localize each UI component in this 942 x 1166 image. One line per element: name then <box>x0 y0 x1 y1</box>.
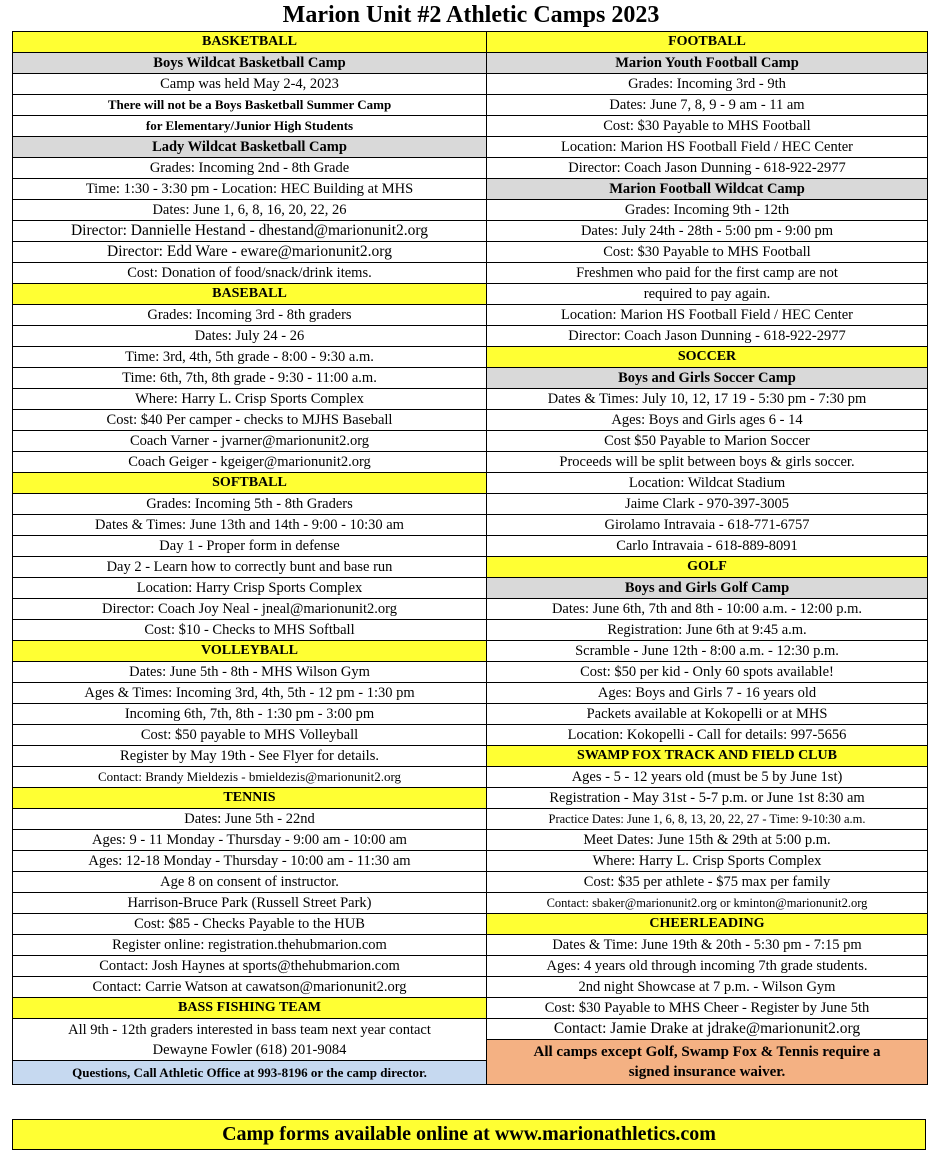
text-row: Dates: July 24th - 28th - 5:00 pm - 9:00 pm <box>487 221 927 242</box>
text-row: Grades: Incoming 3rd - 9th <box>487 74 927 95</box>
left-column <box>12 31 487 1085</box>
text-row: Grades: Incoming 3rd - 8th graders <box>13 305 486 326</box>
text-row: Director: Coach Jason Dunning - 618-922-2977 <box>487 326 927 347</box>
section-header-swamp-fox: SWAMP FOX TRACK AND FIELD CLUB <box>487 746 927 767</box>
text-row: Director: Coach Jason Dunning - 618-922-2977 <box>487 158 927 179</box>
text-row: Age 8 on consent of instructor. <box>13 872 486 893</box>
camp-title-soccer: Boys and Girls Soccer Camp <box>487 368 927 389</box>
text-row: Jaime Clark - 970-397-3005 <box>487 494 927 515</box>
text-row: Location: Marion HS Football Field / HEC Center <box>487 137 927 158</box>
text-row: Practice Dates: June 1, 6, 8, 13, 20, 22, 27 - Time: 9-10:30 a.m. <box>487 809 927 830</box>
camp-title-golf: Boys and Girls Golf Camp <box>487 578 927 599</box>
text-row: Cost: $10 - Checks to MHS Softball <box>13 620 486 641</box>
text-row: Cost: $30 Payable to MHS Football <box>487 116 927 137</box>
text-row: Dates: July 24 - 26 <box>13 326 486 347</box>
section-header-football: FOOTBALL <box>487 32 927 53</box>
text-row: Location: Kokopelli - Call for details: 997-5656 <box>487 725 927 746</box>
questions-note: Questions, Call Athletic Office at 993-8196 or the camp director. <box>13 1061 486 1085</box>
text-row: Cost: $40 Per camper - checks to MJHS Baseball <box>13 410 486 431</box>
text-row: Ages: Boys and Girls ages 6 - 14 <box>487 410 927 431</box>
bass-contact-block <box>13 1019 486 1061</box>
text-row: Dates: June 5th - 8th - MHS Wilson Gym <box>13 662 486 683</box>
text-row: Incoming 6th, 7th, 8th - 1:30 pm - 3:00 pm <box>13 704 486 725</box>
text-row: Dates: June 1, 6, 8, 16, 20, 22, 26 <box>13 200 486 221</box>
text-line: signed insurance waiver. <box>628 1064 786 1080</box>
text-row: Time: 3rd, 4th, 5th grade - 8:00 - 9:30 a.m. <box>13 347 486 368</box>
text-row: Ages: Boys and Girls 7 - 16 years old <box>487 683 927 704</box>
camp-title-lady-basketball: Lady Wildcat Basketball Camp <box>13 137 486 158</box>
text-row: Day 2 - Learn how to correctly bunt and base run <box>13 557 486 578</box>
text-row: Cost $50 Payable to Marion Soccer <box>487 431 927 452</box>
text-row: Registration: June 6th at 9:45 a.m. <box>487 620 927 641</box>
text-row: Contact: Jamie Drake at jdrake@marionunit2.org <box>487 1019 927 1040</box>
text-row: Girolamo Intravaia - 618-771-6757 <box>487 515 927 536</box>
section-header-softball: SOFTBALL <box>13 473 486 494</box>
text-row: Contact: Brandy Mieldezis - bmieldezis@marionunit2.org <box>13 767 486 788</box>
section-header-cheerleading: CHEERLEADING <box>487 914 927 935</box>
text-row: Coach Geiger - kgeiger@marionunit2.org <box>13 452 486 473</box>
text-row: Dates: June 6th, 7th and 8th - 10:00 a.m. - 12:00 p.m. <box>487 599 927 620</box>
footer-banner: Camp forms available online at www.marionathletics.com <box>12 1119 926 1150</box>
section-header-tennis: TENNIS <box>13 788 486 809</box>
text-row: 2nd night Showcase at 7 p.m. - Wilson Gym <box>487 977 927 998</box>
text-row: Day 1 - Proper form in defense <box>13 536 486 557</box>
section-header-baseball: BASEBALL <box>13 284 486 305</box>
text-row: Time: 6th, 7th, 8th grade - 9:30 - 11:00 a.m. <box>13 368 486 389</box>
text-row: Dates & Time: June 19th & 20th - 5:30 pm - 7:15 pm <box>487 935 927 956</box>
text-row: Proceeds will be split between boys & girls soccer. <box>487 452 927 473</box>
text-row: Contact: sbaker@marionunit2.org or kminton@marionunit2.org <box>487 893 927 914</box>
section-header-volleyball: VOLLEYBALL <box>13 641 486 662</box>
text-row: Contact: Carrie Watson at cawatson@marionunit2.org <box>13 977 486 998</box>
text-row: Camp was held May 2-4, 2023 <box>13 74 486 95</box>
text-row: Register online: registration.thehubmarion.com <box>13 935 486 956</box>
text-row: Cost: $85 - Checks Payable to the HUB <box>13 914 486 935</box>
text-row: Carlo Intravaia - 618-889-8091 <box>487 536 927 557</box>
section-header-bass-fishing: BASS FISHING TEAM <box>13 998 486 1019</box>
text-row: Register by May 19th - See Flyer for details. <box>13 746 486 767</box>
right-column <box>486 31 928 1085</box>
text-row: Ages: 9 - 11 Monday - Thursday - 9:00 am - 10:00 am <box>13 830 486 851</box>
text-row: Director: Coach Joy Neal - jneal@marionunit2.org <box>13 599 486 620</box>
page-title: Marion Unit #2 Athletic Camps 2023 <box>282 2 660 28</box>
text-row: Dates & Times: June 13th and 14th - 9:00 - 10:30 am <box>13 515 486 536</box>
text-row: Scramble - June 12th - 8:00 a.m. - 12:30 p.m. <box>487 641 927 662</box>
text-row: Cost: $30 Payable to MHS Football <box>487 242 927 263</box>
text-row: Harrison-Bruce Park (Russell Street Park) <box>13 893 486 914</box>
text-row: Director: Edd Ware - eware@marionunit2.org <box>13 242 486 263</box>
camp-title-youth-football: Marion Youth Football Camp <box>487 53 927 74</box>
section-header-golf: GOLF <box>487 557 927 578</box>
text-row: required to pay again. <box>487 284 927 305</box>
section-header-basketball: BASKETBALL <box>13 32 486 53</box>
text-row: Cost: $35 per athlete - $75 max per family <box>487 872 927 893</box>
text-row: Grades: Incoming 2nd - 8th Grade <box>13 158 486 179</box>
text-row: Packets available at Kokopelli or at MHS <box>487 704 927 725</box>
text-row: Location: Marion HS Football Field / HEC Center <box>487 305 927 326</box>
text-row: There will not be a Boys Basketball Summer Camp <box>13 95 486 116</box>
text-row: Director: Dannielle Hestand - dhestand@marionunit2.org <box>13 221 486 242</box>
text-row: Where: Harry L. Crisp Sports Complex <box>13 389 486 410</box>
text-row: Cost: $30 Payable to MHS Cheer - Register by June 5th <box>487 998 927 1019</box>
camp-title-football-wildcat: Marion Football Wildcat Camp <box>487 179 927 200</box>
section-header-soccer: SOCCER <box>487 347 927 368</box>
text-row: Cost: $50 per kid - Only 60 spots available! <box>487 662 927 683</box>
text-row: Registration - May 31st - 5-7 p.m. or June 1st 8:30 am <box>487 788 927 809</box>
text-row: Ages & Times: Incoming 3rd, 4th, 5th - 12 pm - 1:30 pm <box>13 683 486 704</box>
text-row: Grades: Incoming 5th - 8th Graders <box>13 494 486 515</box>
text-row: Ages: 4 years old through incoming 7th grade students. <box>487 956 927 977</box>
text-row: Dates: June 7, 8, 9 - 9 am - 11 am <box>487 95 927 116</box>
text-row: for Elementary/Junior High Students <box>13 116 486 137</box>
text-row: Freshmen who paid for the first camp are not <box>487 263 927 284</box>
text-row: Dates & Times: July 10, 12, 17 19 - 5:30 pm - 7:30 pm <box>487 389 927 410</box>
waiver-note <box>487 1040 927 1085</box>
text-row: Time: 1:30 - 3:30 pm - Location: HEC Building at MHS <box>13 179 486 200</box>
text-row: Cost: $50 payable to MHS Volleyball <box>13 725 486 746</box>
text-line: All camps except Golf, Swamp Fox & Tennis require a <box>533 1044 881 1060</box>
text-row: Location: Harry Crisp Sports Complex <box>13 578 486 599</box>
text-row: Coach Varner - jvarner@marionunit2.org <box>13 431 486 452</box>
text-line: Dewayne Fowler (618) 201-9084 <box>152 1041 347 1058</box>
text-row: Ages: 12-18 Monday - Thursday - 10:00 am - 11:30 am <box>13 851 486 872</box>
text-line: All 9th - 12th graders interested in bass team next year contact <box>68 1021 431 1038</box>
text-row: Cost: Donation of food/snack/drink items. <box>13 263 486 284</box>
text-row: Grades: Incoming 9th - 12th <box>487 200 927 221</box>
text-row: Contact: Josh Haynes at sports@thehubmarion.com <box>13 956 486 977</box>
text-row: Dates: June 5th - 22nd <box>13 809 486 830</box>
text-row: Meet Dates: June 15th & 29th at 5:00 p.m. <box>487 830 927 851</box>
text-row: Location: Wildcat Stadium <box>487 473 927 494</box>
text-row: Ages - 5 - 12 years old (must be 5 by June 1st) <box>487 767 927 788</box>
camp-title-boys-basketball: Boys Wildcat Basketball Camp <box>13 53 486 74</box>
text-row: Where: Harry L. Crisp Sports Complex <box>487 851 927 872</box>
